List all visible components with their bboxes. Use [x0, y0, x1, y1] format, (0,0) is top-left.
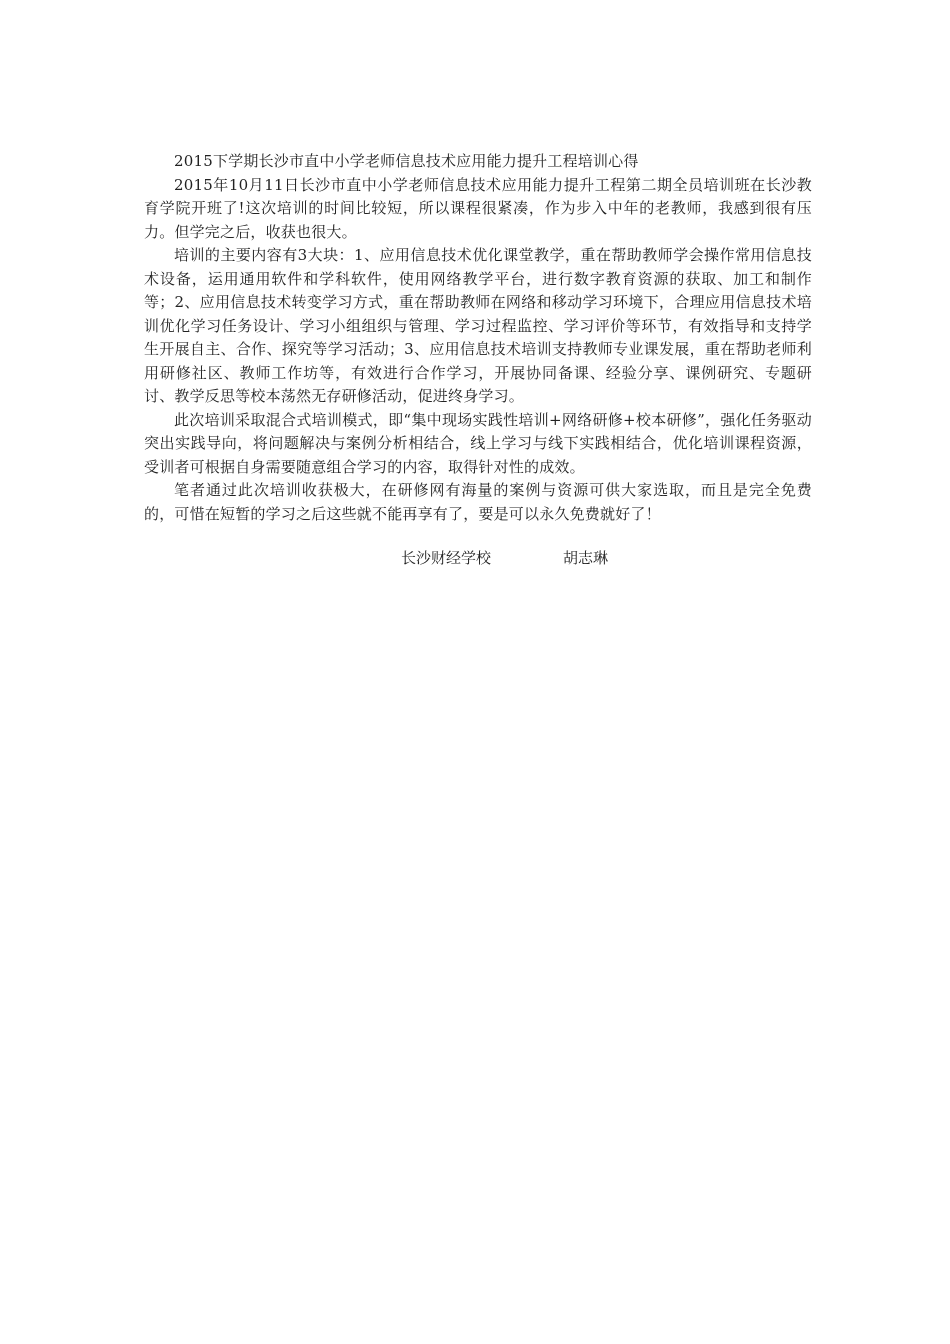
document-title: 2015下学期长沙市直中小学老师信息技术应用能力提升工程培训心得: [174, 152, 639, 170]
paragraph-content: 培训的主要内容有3大块：1、应用信息技术优化课堂教学，重在帮助教师学会操作常用信息技术设备，运用通用软件和学科软件，使用网络教学平台，进行数字教育资源的获取、加工和制作等；2、应用信息技术转变学习方式，重在帮助教师在网络和移动学习环境下，合理应用信息技术培训优化学习任务设计、学习小组组织与管理、学习过程监控、学习评价等环节，有效指导和支持学生开展自主、合作、探究等学习活动；3、应用信息技术培训支持教师专业课发展，重在帮助老师利用研修社区、教师工作坊等，有效进行合作学习，开展协同备课、经验分享、课例研究、专题研讨、教学反思等校本荡然无存研修活动，促进终身学习。: [144, 246, 812, 405]
paragraph-intro: 2015年10月11日长沙市直中小学老师信息技术应用能力提升工程第二期全员培训班在长沙教育学院开班了!这次培训的时间比较短，所以课程很紧凑，作为步入中年的老教师，我感到很有压力。但学完之后，收获也很大。: [144, 175, 812, 241]
signature-line: [401, 547, 608, 570]
signature-author: 胡志琳: [563, 549, 609, 567]
document-body: [144, 150, 812, 526]
paragraph-conclusion: 笔者通过此次培训收获极大，在研修网有海量的案例与资源可供大家选取，而且是完全免费的，可惜在短暂的学习之后这些就不能再享有了，要是可以永久免费就好了！: [144, 481, 812, 523]
signature-school: 长沙财经学校: [401, 549, 492, 567]
paragraph-mode: 此次培训采取混合式培训模式，即“集中现场实践性培训+网络研修+校本研修”，强化任务驱动突出实践导向，将问题解决与案例分析相结合，线上学习与线下实践相结合，优化培训课程资源，受训者可根据自身需要随意组合学习的内容，取得针对性的成效。: [144, 410, 812, 476]
